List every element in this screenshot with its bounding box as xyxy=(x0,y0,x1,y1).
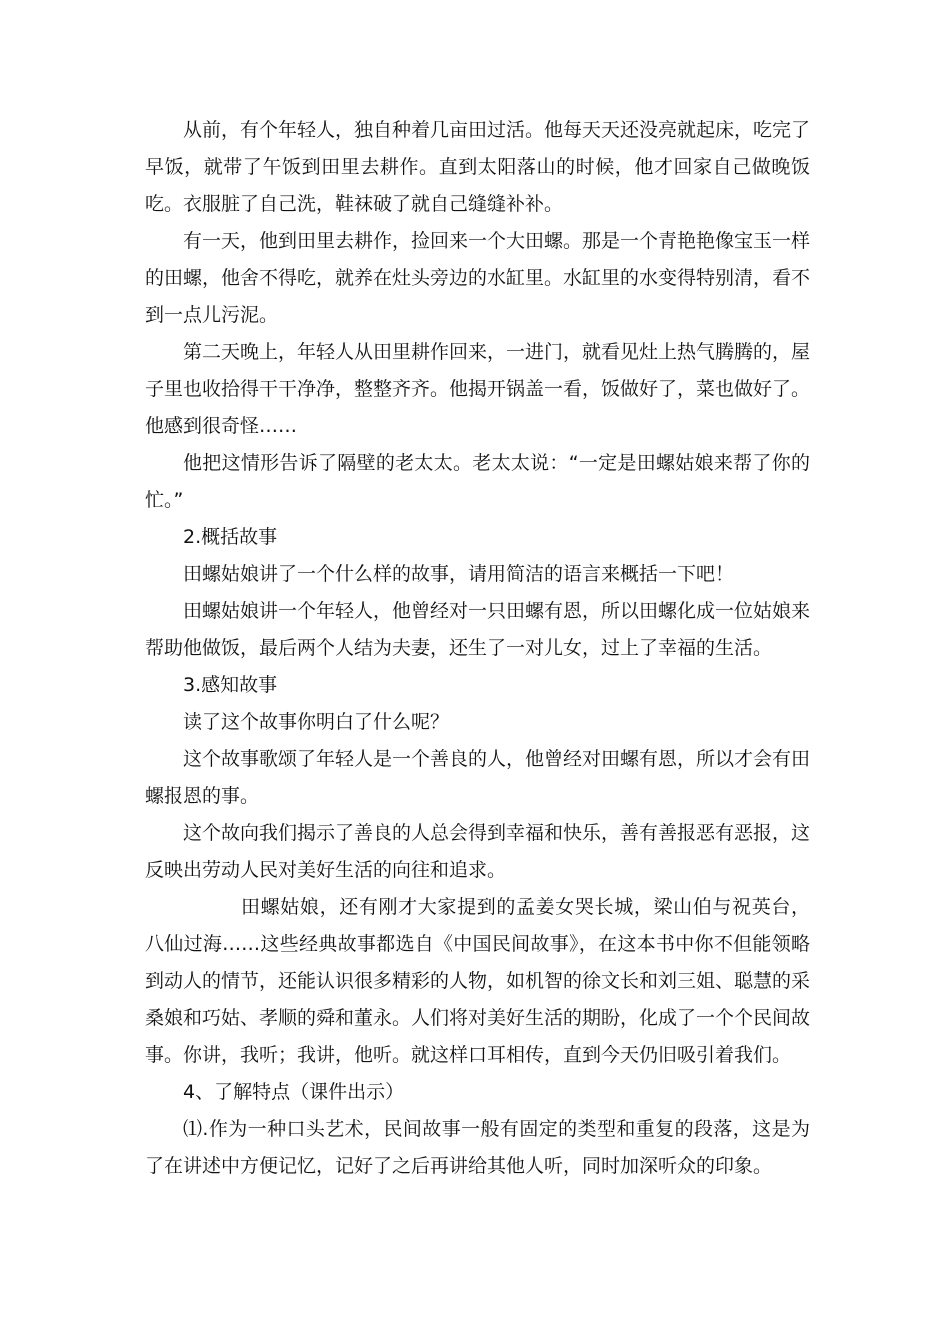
summary-question: 田螺姑娘讲了一个什么样的故事，请用简洁的语言来概括一下吧！ xyxy=(183,563,735,585)
feature-point-1: ⑴.作为一种口头艺术，民间故事一般有固定的类型和重复的段落，这是为了在讲述中方便记忆，记好了之后再讲给其他人听，同时加深听众的印象。 xyxy=(145,1118,810,1177)
section-heading-summarize: 2.概括故事 xyxy=(183,526,278,548)
story-paragraph-1: 从前，有个年轻人，独自种着几亩田过活。他每天天还没亮就起床，吃完了早饭，就带了午饭到田里去耕作。直到太阳落山的时候，他才回家自己做晚饭吃。衣服脏了自己洗，鞋袜破了就自己缝缝补补。 xyxy=(145,119,811,215)
section-heading-features: 4、了解特点（课件出示） xyxy=(183,1081,405,1103)
perceive-answer-2: 这个故向我们揭示了善良的人总会得到幸福和快乐，善有善报恶有恶报，这反映出劳动人民对美好生活的向往和追求。 xyxy=(145,822,811,881)
document-page xyxy=(145,112,810,1185)
story-paragraph-3: 第二天晚上，年轻人从田里耕作回来，一进门，就看见灶上热气腾腾的，屋子里也收拾得干干净净，整整齐齐。他揭开锅盖一看，饭做好了，菜也做好了。他感到很奇怪…… xyxy=(145,341,811,437)
story-paragraph-4: 他把这情形告诉了隔壁的老太太。老太太说：“一定是田螺姑娘来帮了你的忙。” xyxy=(145,452,810,511)
book-introduction-paragraph: 田螺姑娘，还有刚才大家提到的孟姜女哭长城，梁山伯与祝英台，八仙过海……这些经典故事都选自《中国民间故事》，在这本书中你不但能领略到动人的情节，还能认识很多精彩的人物，如机智的徐文长和刘三姐、聪慧的采桑娘和巧姑、孝顺的舜和董永。人们将对美好生活的期盼，化成了一个个民间故事。你讲，我听；我讲，他听。就这样口耳相传，直到今天仍旧吸引着我们。 xyxy=(145,896,811,1066)
perceive-answer-1: 这个故事歌颂了年轻人是一个善良的人，他曾经对田螺有恩，所以才会有田螺报恩的事。 xyxy=(145,748,811,807)
summary-answer: 田螺姑娘讲一个年轻人，他曾经对一只田螺有恩，所以田螺化成一位姑娘来帮助他做饭，最后两个人结为夫妻，还生了一对儿女，过上了幸福的生活。 xyxy=(145,600,811,659)
perceive-question: 读了这个故事你明白了什么呢？ xyxy=(183,711,450,733)
section-heading-perceive: 3.感知故事 xyxy=(183,674,278,696)
story-paragraph-2: 有一天，他到田里去耕作，捡回来一个大田螺。那是一个青艳艳像宝玉一样的田螺，他舍不得吃，就养在灶头旁边的水缸里。水缸里的水变得特别清，看不到一点儿污泥。 xyxy=(145,230,811,326)
